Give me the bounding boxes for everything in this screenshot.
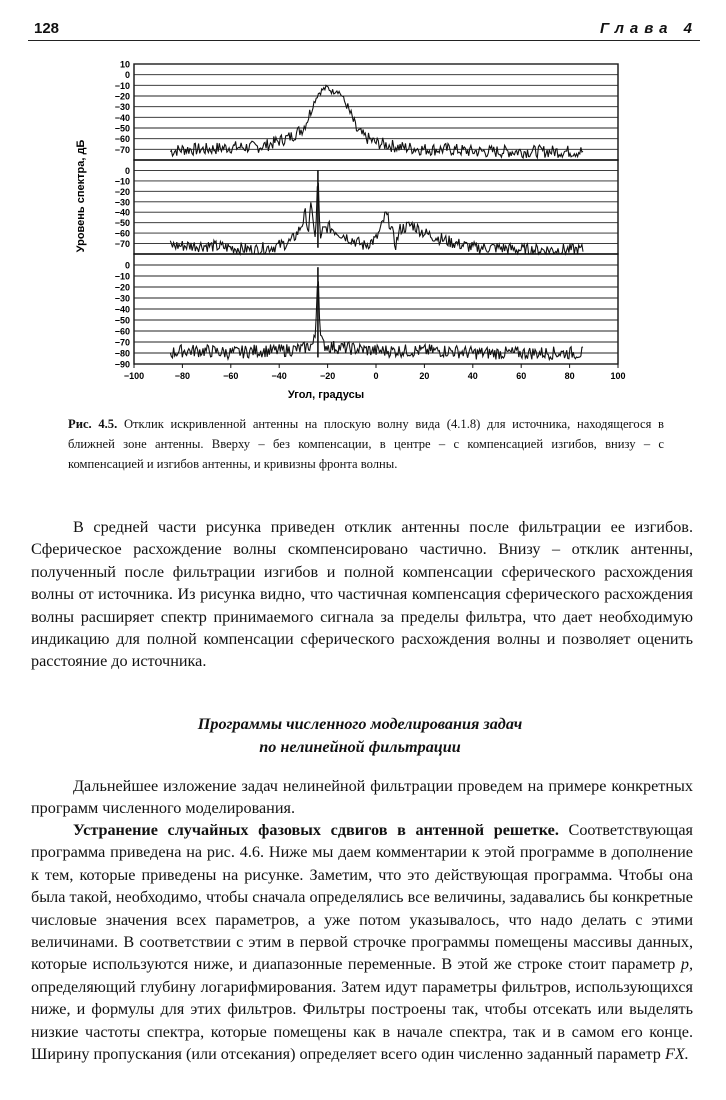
y-tick-label: −20	[114, 186, 130, 197]
x-tick-label: 80	[564, 371, 575, 381]
x-tick-label: 40	[467, 371, 478, 381]
y-tick-label: −70	[114, 239, 130, 250]
paragraph-3-text-a: Соответствующая программа приведена на рис. 4.6. Ниже мы даем комментарии к этой программе в дополнение к тем, которые приведены на рисунке. Заметим, что это действующая программа. Чтобы она была такой, необходимо, чтобы сначала определялись все величины, задавались бы конкретные числовые значения всех параметров, а уже потом указывалось, что надо делать с этими величинами. В соответствии с этим в первой строчке программы помещены массивы данных, которые используются ниже, и диапазонные переменные. В этой же строке стоит параметр	[31, 821, 694, 974]
y-tick-label: −50	[114, 123, 130, 134]
figure-caption	[68, 414, 664, 474]
param-p: p,	[680, 955, 693, 974]
y-tick-label: −30	[114, 197, 130, 208]
x-tick-label: −40	[271, 371, 287, 381]
x-tick-label: 100	[610, 371, 626, 381]
page-header	[28, 16, 700, 41]
section-heading	[60, 713, 660, 759]
y-tick-label: −30	[114, 102, 130, 113]
y-tick-label: −40	[114, 207, 130, 218]
x-tick-label: −60	[223, 371, 239, 381]
y-tick-label: −60	[114, 228, 130, 239]
y-tick-label: −30	[114, 293, 130, 304]
caption-label: Рис. 4.5.	[68, 417, 118, 431]
y-tick-label: 0	[124, 70, 130, 81]
x-tick-label: −100	[123, 371, 145, 381]
y-tick-label: −70	[114, 144, 130, 155]
y-tick-label: −40	[114, 112, 130, 123]
y-tick-label: −50	[114, 315, 130, 326]
y-tick-label: −90	[114, 359, 130, 370]
paragraph-3	[31, 819, 693, 1065]
section-heading-line-2: по нелинейной фильтрации	[259, 738, 461, 756]
y-tick-label: −20	[114, 91, 130, 102]
plots-group	[115, 60, 626, 382]
x-tick-label: 0	[373, 371, 379, 381]
param-fx: FX.	[664, 1045, 689, 1064]
series-line-3	[170, 281, 583, 359]
paragraph-2: Дальнейшее изложение задач нелинейной фильтрации проведем на примере конкретных программ численного моделирования.	[31, 777, 693, 818]
y-tick-label: 0	[124, 260, 130, 271]
page-number: 128	[34, 20, 60, 37]
y-tick-label: −50	[114, 218, 130, 229]
x-tick-label: 60	[516, 371, 527, 381]
y-tick-label: −80	[114, 348, 130, 359]
caption-text: Отклик искривленной антенны на плоскую волну вида (4.1.8) для источника, находящегося в ближней зоне антенны. Вверху – без компенсации, в центре – с компенсацией изгибов, внизу – с компенсацией и изгибов антенны, и кривизны фронта волны.	[68, 417, 664, 471]
plot-frame-2	[134, 160, 618, 254]
figure-4-5	[70, 56, 650, 404]
y-tick-label: −70	[114, 337, 130, 348]
y-tick-label: 10	[119, 59, 130, 70]
x-axis-label: Угол, градусы	[287, 389, 365, 401]
y-tick-label: 0	[124, 165, 130, 176]
section-heading-line-1: Программы численного моделирования задач	[197, 715, 523, 733]
paragraph-3-text-b: определяющий глубину логарифмирования. Затем идут параметры фильтров, использующихся ниже, и формулы для этих фильтров. Фильтры построены так, чтобы отсекать или выделять низкие частоты спектра, которые помещены как в начале спектра, так и в самом его конце. Ширину пропускания (или отсекания) определяет всего один численно заданный параметр	[31, 977, 693, 1064]
x-tick-label: −80	[174, 371, 191, 381]
x-tick-label: 20	[419, 371, 430, 381]
chapter-running-head: Глава 4	[599, 20, 698, 37]
paragraph-3-run-in: Устранение случайных фазовых сдвигов в антенной решетке.	[73, 821, 559, 839]
y-axis-label: Уровень спектра, дБ	[75, 139, 87, 253]
y-tick-label: −40	[114, 304, 130, 315]
y-tick-label: −10	[114, 80, 130, 91]
y-tick-label: −10	[114, 176, 130, 187]
x-tick-label: −20	[319, 371, 336, 381]
y-tick-label: −60	[114, 326, 130, 337]
y-tick-label: −10	[114, 271, 130, 282]
y-tick-label: −20	[114, 282, 130, 293]
y-tick-label: −60	[114, 134, 130, 145]
paragraph-1: В средней части рисунка приведен отклик антенны после фильтрации ее изгибов. Сферическое расхождение волны скомпенсировано частично. Внизу – отклик антенны, полученный после фильтрации изгибов и полной компенсации сферического расхождения волны от источника. Из рисунка видно, что частичная компенсация сферического расхождения волны расширяет спектр принимаемого сигнала за пределы фильтра, что дает необходимую индикацию для полной компенсации сферического расхождения волны и позволяет оценить расстояние до источника.	[31, 518, 693, 671]
